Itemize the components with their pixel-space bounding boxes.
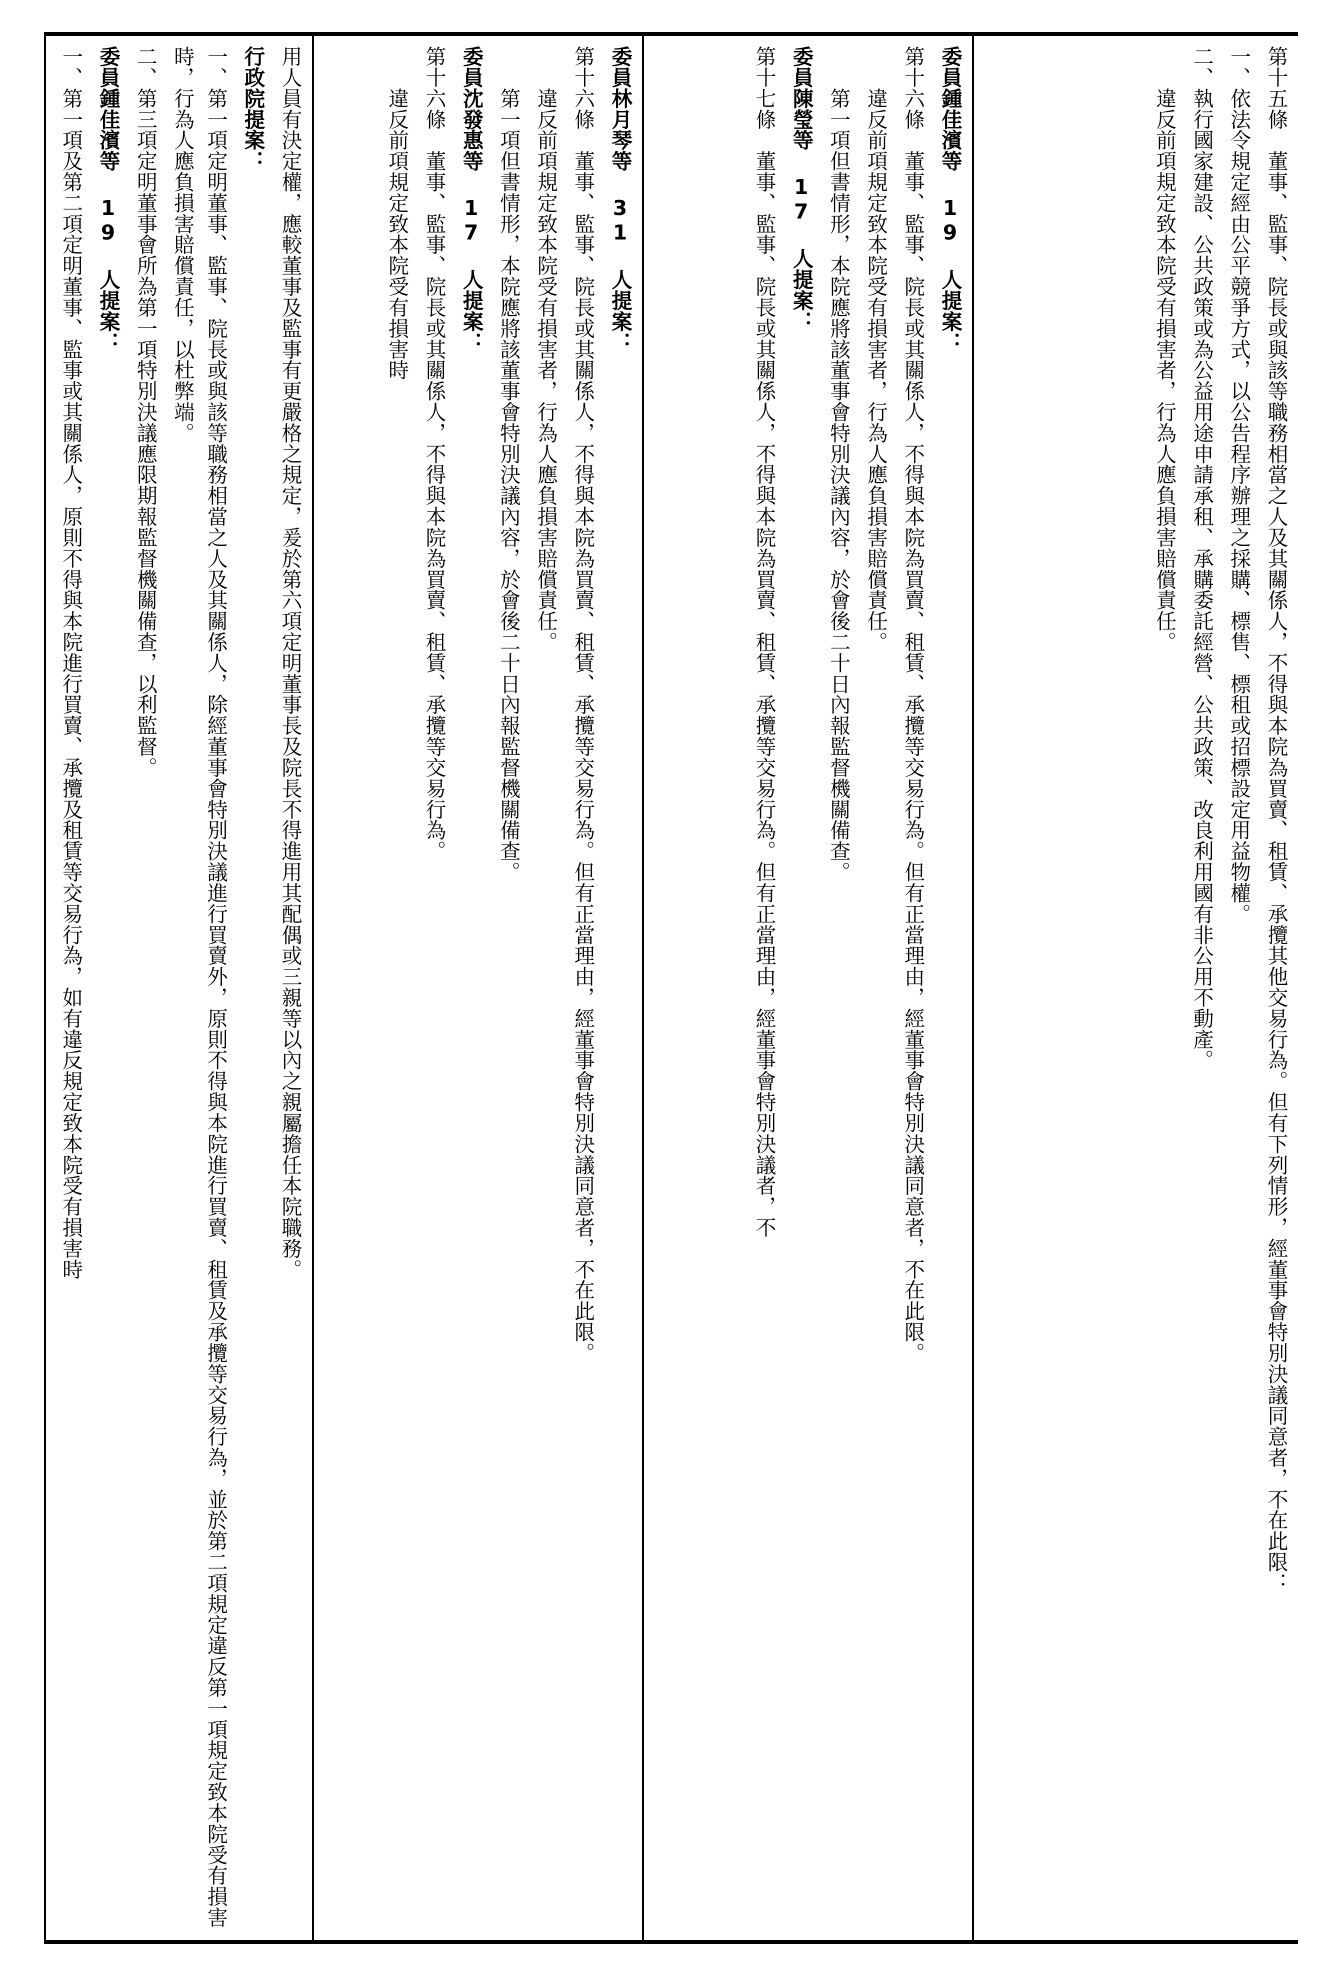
- paragraph: 二、執行國家建設、公共政策或為公益用途申請承租、承購委託經營、公共政策、改良利用國有非公用不動產。: [1189, 46, 1214, 1071]
- proposal-heading: 委員陳瑩等 17 人提案：: [789, 46, 814, 332]
- paragraph: 用人員有決定權，應較董事及監事有更嚴格之規定，爰於第六項定明董事長及院長不得進用其配偶或三親等以內之親屬擔任本院職務。: [278, 46, 302, 1280]
- paragraph: 第十六條 董事、監事、院長或其關係人，不得與本院為買賣、租賃、承攬等交易行為。但有正當理由，經董事會特別決議同意者，不在此限。: [900, 46, 925, 1364]
- table-column-2: [312, 36, 642, 1940]
- paragraph: 第一項但書情形，本院應將該董事會特別決議內容，於會後二十日內報監督機關備查。: [826, 46, 851, 883]
- paragraph: 一、依法令規定經由公平競爭方式，以公告程序辦理之採購、標售、標租或招標設定用益物權。: [1226, 46, 1251, 925]
- proposal-heading: 委員鍾佳濱等 19 人提案：: [938, 46, 962, 353]
- paragraph: 違反前項規定致本院受有損害者，行為人應負損害賠償責任。: [533, 46, 558, 653]
- table-column-3: [642, 36, 972, 1940]
- table-column-1: [44, 36, 312, 1940]
- paragraph: 違反前項規定致本院受有損害者，行為人應負損害賠償責任。: [1152, 46, 1177, 653]
- proposal-heading: 行政院提案：: [240, 46, 265, 172]
- paragraph: 一、第一項定明董事、監事、院長或與該等職務相當之人及其關係人，除經董事會特別決議進行買賣外，原則不得與本院進行買賣、租賃及承攬等交易行為，並於第二項規定違反第一項規定致本院受有損害時，行為人應負損害賠償責任，以杜弊端。: [170, 46, 228, 1928]
- paragraph: 二、第三項定明董事會所為第一項特別決議應限期報監督機關備查，以利監督。: [133, 46, 158, 778]
- paragraph: 第十五條 董事、監事、院長或與該等職務相當之人及其關係人，不得與本院為買賣、租賃、承攬其他交易行為。但有下列情形，經董事會特別決議同意者，不在此限：: [1264, 46, 1288, 1594]
- paragraph: 一、第一項及第二項定明董事、監事或其關係人，原則不得與本院進行買賣、承攬及租賃等交易行為，如有違反規定致本院受有損害時: [58, 46, 83, 1280]
- table-column-4: [972, 36, 1298, 1940]
- paragraph: 違反前項規定致本院受有損害者，行為人應負損害賠償責任。: [863, 46, 888, 653]
- paragraph: 違反前項規定致本院受有損害時: [384, 46, 409, 381]
- comparison-table: [44, 32, 1298, 1944]
- paragraph: 第一項但書情形，本院應將該董事會特別決議內容，於會後二十日內報監督機關備查。: [496, 46, 521, 883]
- proposal-heading: 委員鍾佳濱等 19 人提案：: [95, 46, 120, 353]
- proposal-heading: 委員林月琴等 31 人提案：: [608, 46, 632, 353]
- proposal-heading: 委員沈發惠等 17 人提案：: [459, 46, 484, 353]
- paragraph: 第十七條 董事、監事、院長或其關係人，不得與本院為買賣、租賃、承攬等交易行為。但有正當理由，經董事會特別決議者，不: [751, 46, 776, 1238]
- paragraph: 第十六條 董事、監事、院長或其關係人，不得與本院為買賣、租賃、承攬等交易行為。但有正當理由，經董事會特別決議同意者，不在此限。: [570, 46, 595, 1364]
- paragraph: 第十六條 董事、監事、院長或其關係人，不得與本院為買賣、租賃、承攬等交易行為。: [421, 46, 446, 862]
